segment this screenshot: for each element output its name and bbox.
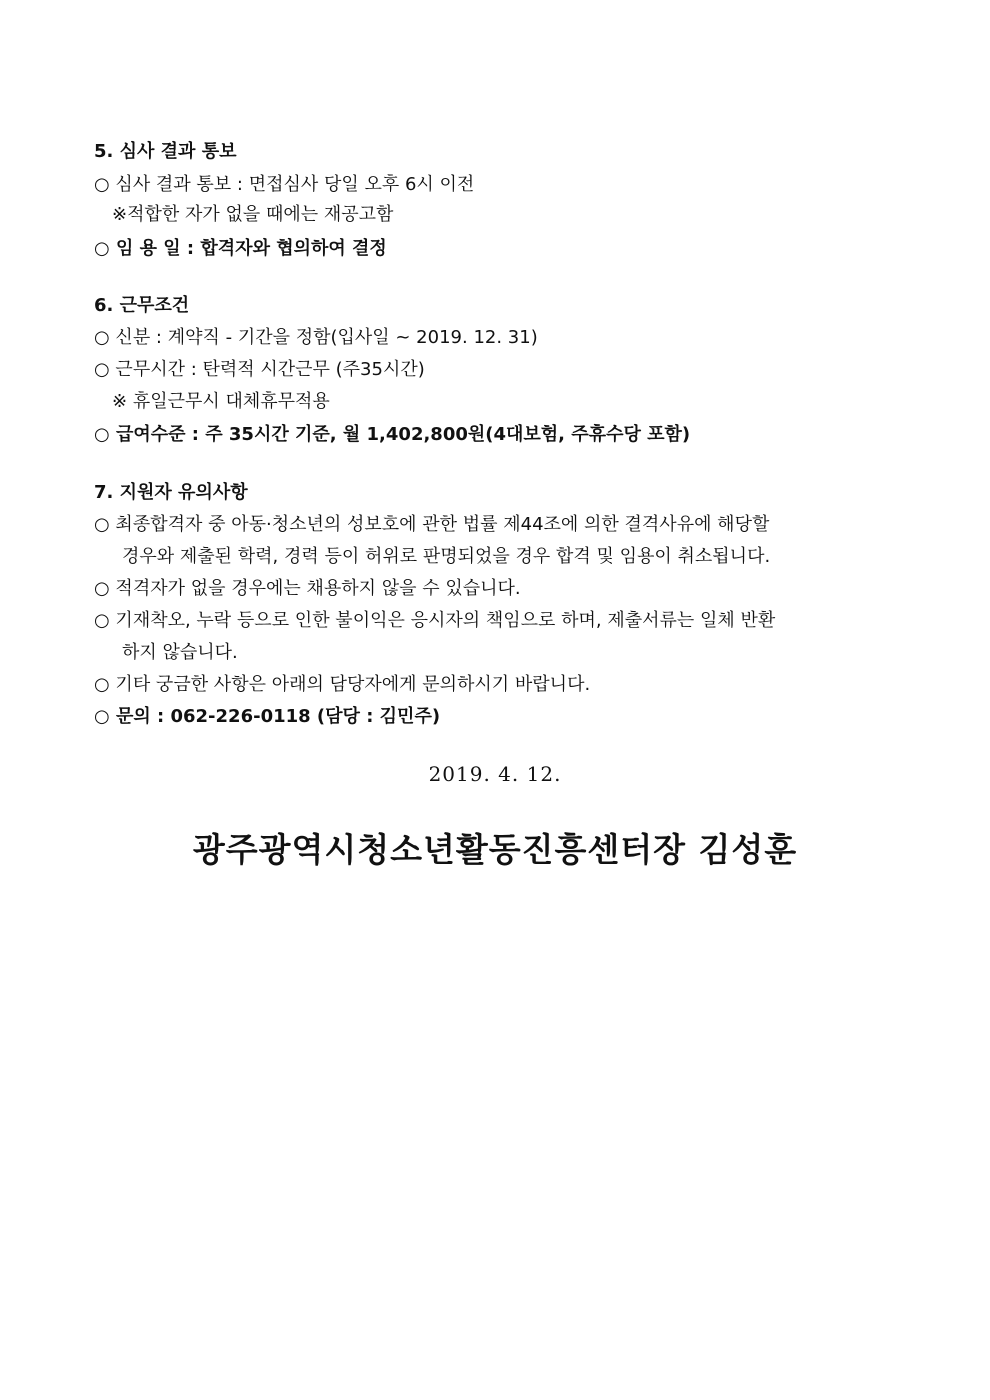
section-5-note: ※적합한 자가 없을 때에는 재공고함 bbox=[112, 204, 394, 225]
section-7-item-1-line-1: ○ 최종합격자 중 아동·청소년의 성보호에 관한 법률 제44조에 의한 결격사유에 해당할 bbox=[94, 514, 770, 535]
section-6-status: ○ 신분 : 계약직 - 기간을 정함(입사일 ~ 2019. 12. 31) bbox=[94, 327, 538, 348]
section-7-item-2: ○ 적격자가 없을 경우에는 채용하지 않을 수 있습니다. bbox=[94, 578, 521, 599]
document-date: 2019. 4. 12. bbox=[428, 762, 562, 786]
section-7-item-3-line-1: ○ 기재착오, 누락 등으로 인한 불이익은 응시자의 책임으로 하며, 제출서류는 일체 반환 bbox=[94, 610, 776, 631]
section-5-heading: 5. 심사 결과 통보 bbox=[94, 141, 237, 162]
issuer-signature: 광주광역시청소년활동진흥센터장 김성훈 bbox=[192, 830, 798, 869]
section-7-item-4: ○ 기타 궁금한 사항은 아래의 담당자에게 문의하시기 바랍니다. bbox=[94, 674, 591, 695]
section-5-result-notice: ○ 심사 결과 통보 : 면접심사 당일 오후 6시 이전 bbox=[94, 174, 475, 195]
section-6-salary: ○ 급여수준 : 주 35시간 기준, 월 1,402,800원(4대보험, 주휴수당 포함) bbox=[94, 424, 691, 445]
section-6-note: ※ 휴일근무시 대체휴무적용 bbox=[112, 391, 330, 412]
section-7-heading: 7. 지원자 유의사항 bbox=[94, 482, 248, 503]
section-6-work-hours: ○ 근무시간 : 탄력적 시간근무 (주35시간) bbox=[94, 359, 425, 380]
section-6-heading: 6. 근무조건 bbox=[94, 295, 190, 316]
section-7-contact: ○ 문의 : 062-226-0118 (담당 : 김민주) bbox=[94, 706, 441, 727]
section-5-appointment-date: ○ 임 용 일 : 합격자와 협의하여 결정 bbox=[94, 238, 387, 259]
section-7-item-3-line-2: 하지 않습니다. bbox=[122, 642, 238, 663]
section-7-item-1-line-2: 경우와 제출된 학력, 경력 등이 허위로 판명되었을 경우 합격 및 임용이 취소됩니다. bbox=[122, 546, 771, 567]
